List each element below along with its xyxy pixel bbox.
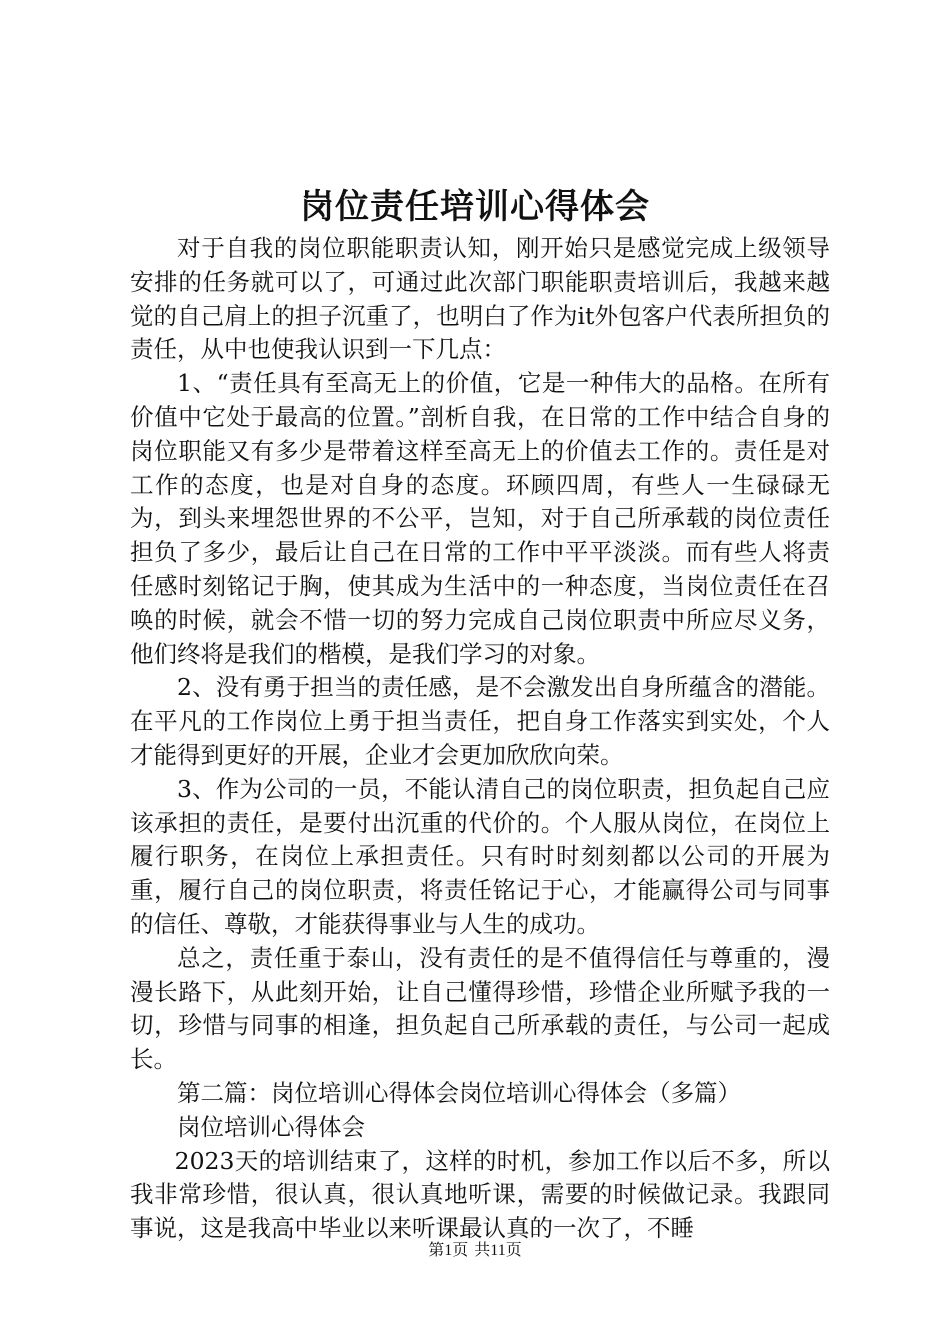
paragraph-conclusion: 总之，责任重于泰山，没有责任的是不值得信任与尊重的，漫漫长路下，从此刻开始，让自己懂得珍惜，珍惜企业所赋予我的一切，珍惜与同事的相逢，担负起自己所承载的责任，与公司一起成长。 [130, 943, 830, 1074]
section-subheading: 岗位培训心得体会 [177, 1112, 365, 1141]
paragraph-point-2: 2、没有勇于担当的责任感，是不会激发出自身所蕴含的潜能。在平凡的工作岗位上勇于担当责任，把自身工作落实到实处，个人才能得到更好的开展，企业才会更加欣欣向荣。 [130, 673, 830, 769]
page-number: 第1页 [428, 1242, 469, 1259]
page-footer [0, 1240, 950, 1262]
paragraph-point-3: 3、作为公司的一员，不能认清自己的岗位职责，担负起自己应该承担的责任，是要付出沉重的代价的。个人服从岗位，在岗位上履行职务，在岗位上承担责任。只有时时刻刻都以公司的开展为重，履行自己的岗位职责，将责任铭记于心，才能赢得公司与同事的信任、尊敬，才能获得事业与人生的成功。 [130, 774, 830, 938]
paragraph-second-intro: 2023天的培训结束了，这样的时机，参加工作以后不多，所以我非常珍惜，很认真，很认真地听课，需要的时候做记录。我跟同事说，这是我高中毕业以来听课最认真的一次了，不睡 [130, 1146, 830, 1243]
page-total: 共11页 [474, 1242, 522, 1259]
document-title: 岗位责任培训心得体会 [300, 187, 650, 227]
paragraph-point-1: 1、“责任具有至高无上的价值，它是一种伟大的品格。在所有价值中它处于最高的位置。”剖析自我，在日常的工作中结合自身的岗位职能又有多少是带着这样至高无上的价值去工作的。责任是对工作的态度，也是对自身的态度。环顾四周，有些人一生碌碌无为，到头来埋怨世界的不公平，岂知，对于自己所承载的岗位责任担负了多少，最后让自己在日常的工作中平平淡淡。而有些人将责任感时刻铭记于胸，使其成为生活中的一种态度，当岗位责任在召唤的时候，就会不惜一切的努力完成自己岗位职责中所应尽义务，他们终将是我们的楷模，是我们学习的对象。 [130, 369, 830, 668]
paragraph-intro: 对于自我的岗位职能职责认知，刚开始只是感觉完成上级领导安排的任务就可以了，可通过此次部门职能职责培训后，我越来越觉的自己肩上的担子沉重了，也明白了作为it外包客户代表所担负的责任，从中也使我认识到一下几点： [130, 234, 830, 364]
section-heading-second: 第二篇：岗位培训心得体会岗位培训心得体会（多篇） [177, 1078, 741, 1107]
document-body [130, 232, 830, 1246]
